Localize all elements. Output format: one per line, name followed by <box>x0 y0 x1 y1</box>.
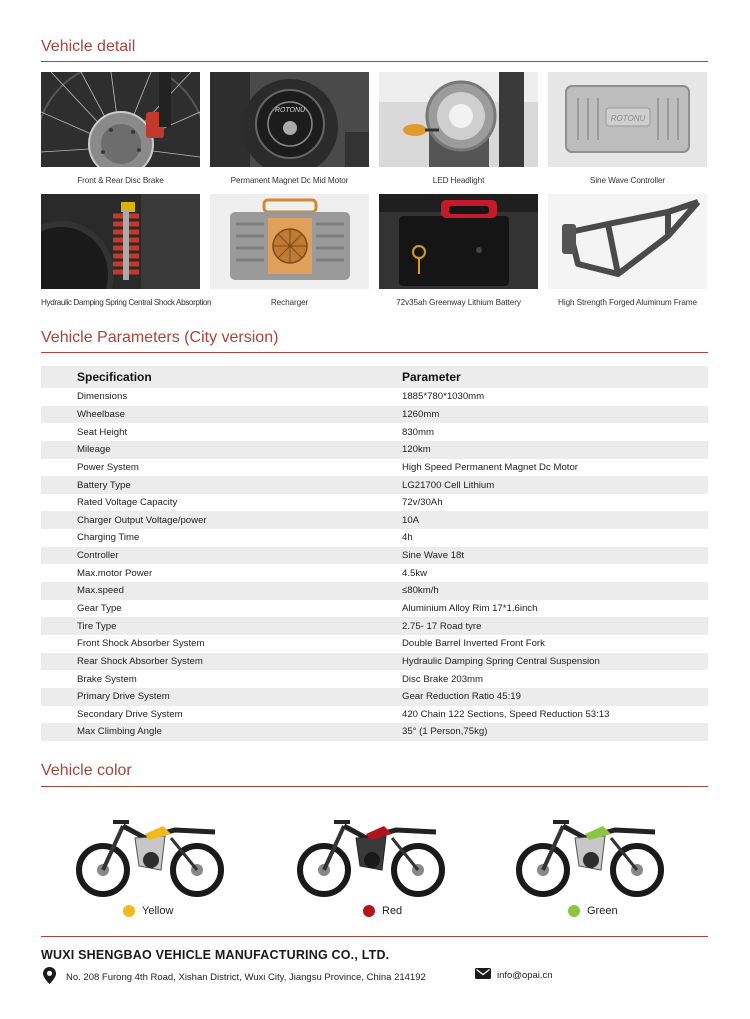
spec-cell: Seat Height <box>77 426 128 438</box>
controller-image <box>548 72 707 167</box>
param-cell: High Speed Permanent Magnet Dc Motor <box>402 461 578 473</box>
detail-item-charger <box>210 194 369 307</box>
location-pin-icon <box>43 967 56 987</box>
table-row <box>41 459 708 477</box>
shock-absorber-image <box>41 194 200 289</box>
spec-cell: Brake System <box>77 673 137 685</box>
headlight-image <box>379 72 538 167</box>
table-row <box>41 600 708 618</box>
svg-text:ROTONU: ROTONU <box>274 107 306 114</box>
table-row <box>41 406 708 424</box>
param-cell: Double Barrel Inverted Front Fork <box>402 638 545 650</box>
green-swatch-icon <box>568 905 580 917</box>
spec-cell: Primary Drive System <box>77 691 170 703</box>
param-cell: 420 Chain 122 Sections, Speed Reduction 53:13 <box>402 708 610 720</box>
detail-caption: Recharger <box>270 298 309 307</box>
table-row <box>41 635 708 653</box>
battery-image <box>379 194 538 289</box>
param-cell: LG21700 Cell Lithium <box>402 479 495 491</box>
detail-caption: 72v35ah Greenway Lithium Battery <box>396 298 521 307</box>
param-cell: 35° (1 Person,75kg) <box>402 726 488 738</box>
yellow-swatch-icon <box>123 905 135 917</box>
table-row <box>41 476 708 494</box>
spec-cell: Rated Voltage Capacity <box>77 497 178 509</box>
param-cell: ≤80km/h <box>402 585 439 597</box>
table-row <box>41 529 708 547</box>
spec-cell: Max.speed <box>77 585 124 597</box>
param-cell: 72v/30Ah <box>402 497 443 509</box>
charger-image <box>210 194 369 289</box>
spec-cell: Max.motor Power <box>77 567 153 579</box>
vehicle-color-rule <box>41 786 708 787</box>
detail-caption: Permanent Magnet Dc Mid Motor <box>230 176 349 185</box>
table-row <box>41 670 708 688</box>
detail-item-motor <box>210 72 369 185</box>
detail-item-frame <box>548 194 707 307</box>
table-row <box>41 423 708 441</box>
detail-caption: High Strength Forged Aluminum Frame <box>558 298 697 307</box>
param-cell: 10A <box>402 514 420 526</box>
params-table-header <box>41 366 708 388</box>
param-cell: Aluminium Alloy Rim 17*1.6inch <box>402 603 538 614</box>
color-label-red: Red <box>382 905 403 917</box>
param-cell: 120km <box>402 444 431 456</box>
company-name: WUXI SHENGBAO VEHICLE MANUFACTURING CO., LTD. <box>41 948 390 962</box>
table-row <box>41 494 708 512</box>
spec-cell: Battery Type <box>77 479 131 491</box>
param-cell: 4.5kw <box>402 567 428 579</box>
spec-cell: Secondary Drive System <box>77 708 183 720</box>
detail-item-shock <box>41 194 212 307</box>
spec-cell: Max Climbing Angle <box>77 726 162 738</box>
detail-caption: Sine Wave Controller <box>589 176 666 185</box>
param-column-header: Parameter <box>402 370 461 384</box>
detail-item-disc-brake <box>41 72 200 185</box>
param-cell: 2.75- 17 Road tyre <box>402 620 482 632</box>
vehicle-params-title: Vehicle Parameters (City version) <box>41 329 279 346</box>
bike-image-yellow <box>75 808 225 898</box>
param-cell: 4h <box>402 532 413 544</box>
detail-caption: LED Headlight <box>432 176 485 185</box>
table-row <box>41 617 708 635</box>
detail-item-headlight <box>379 72 538 185</box>
vehicle-detail-title: Vehicle detail <box>41 38 136 55</box>
frame-image <box>548 194 707 289</box>
table-row <box>41 723 708 741</box>
param-cell: Hydraulic Damping Spring Central Suspension <box>402 655 600 667</box>
spec-cell: Wheelbase <box>77 408 125 420</box>
table-row <box>41 547 708 565</box>
color-option-yellow <box>123 905 173 917</box>
spec-cell: Dimensions <box>77 391 128 403</box>
vehicle-params-rule <box>41 352 708 353</box>
table-row <box>41 653 708 671</box>
table-row <box>41 511 708 529</box>
disc-brake-image <box>41 72 200 167</box>
param-cell: Sine Wave 18t <box>402 550 465 562</box>
params-table-body <box>41 388 708 741</box>
table-row <box>41 564 708 582</box>
table-row <box>41 706 708 724</box>
color-label-green: Green <box>587 905 618 917</box>
envelope-icon <box>475 967 491 983</box>
svg-text:ROTONU: ROTONU <box>610 114 646 123</box>
detail-item-battery <box>379 194 538 307</box>
detail-caption: Front & Rear Disc Brake <box>77 176 164 185</box>
color-label-yellow: Yellow <box>142 905 174 917</box>
spec-cell: Gear Type <box>77 603 122 614</box>
spec-cell: Front Shock Absorber System <box>77 638 205 650</box>
spec-column-header: Specification <box>77 370 152 384</box>
params-table <box>41 366 708 741</box>
motor-image <box>210 72 369 167</box>
spec-cell: Tire Type <box>77 620 117 632</box>
address-text: No. 208 Furong 4th Road, Xishan District, Wuxi City, Jiangsu Province, China 214192 <box>66 971 426 983</box>
spec-cell: Power System <box>77 461 139 473</box>
spec-cell: Controller <box>77 550 119 562</box>
red-swatch-icon <box>363 905 375 917</box>
color-option-green <box>568 905 618 917</box>
param-cell: 1885*780*1030mm <box>402 391 485 403</box>
bike-image-green <box>515 808 665 898</box>
param-cell: Gear Reduction Ratio 45:19 <box>402 691 521 703</box>
detail-caption: Hydraulic Damping Spring Central Shock Absorption <box>41 298 212 307</box>
color-option-red <box>363 905 402 917</box>
company-address <box>43 967 426 987</box>
bike-image-red <box>296 808 446 898</box>
footer-rule <box>41 936 708 937</box>
spec-cell: Mileage <box>77 444 111 456</box>
table-row <box>41 388 708 406</box>
vehicle-detail-rule <box>41 61 708 62</box>
spec-cell: Charger Output Voltage/power <box>77 514 207 526</box>
table-row <box>41 688 708 706</box>
param-cell: Disc Brake 203mm <box>402 673 484 685</box>
detail-item-controller <box>548 72 707 185</box>
param-cell: 830mm <box>402 426 434 438</box>
email-link[interactable]: info@opai.cn <box>497 969 553 981</box>
param-cell: 1260mm <box>402 408 440 420</box>
spec-cell: Charging Time <box>77 532 140 544</box>
table-row <box>41 582 708 600</box>
table-row <box>41 441 708 459</box>
vehicle-color-title: Vehicle color <box>41 762 132 779</box>
spec-cell: Rear Shock Absorber System <box>77 655 203 667</box>
company-email <box>475 967 553 983</box>
